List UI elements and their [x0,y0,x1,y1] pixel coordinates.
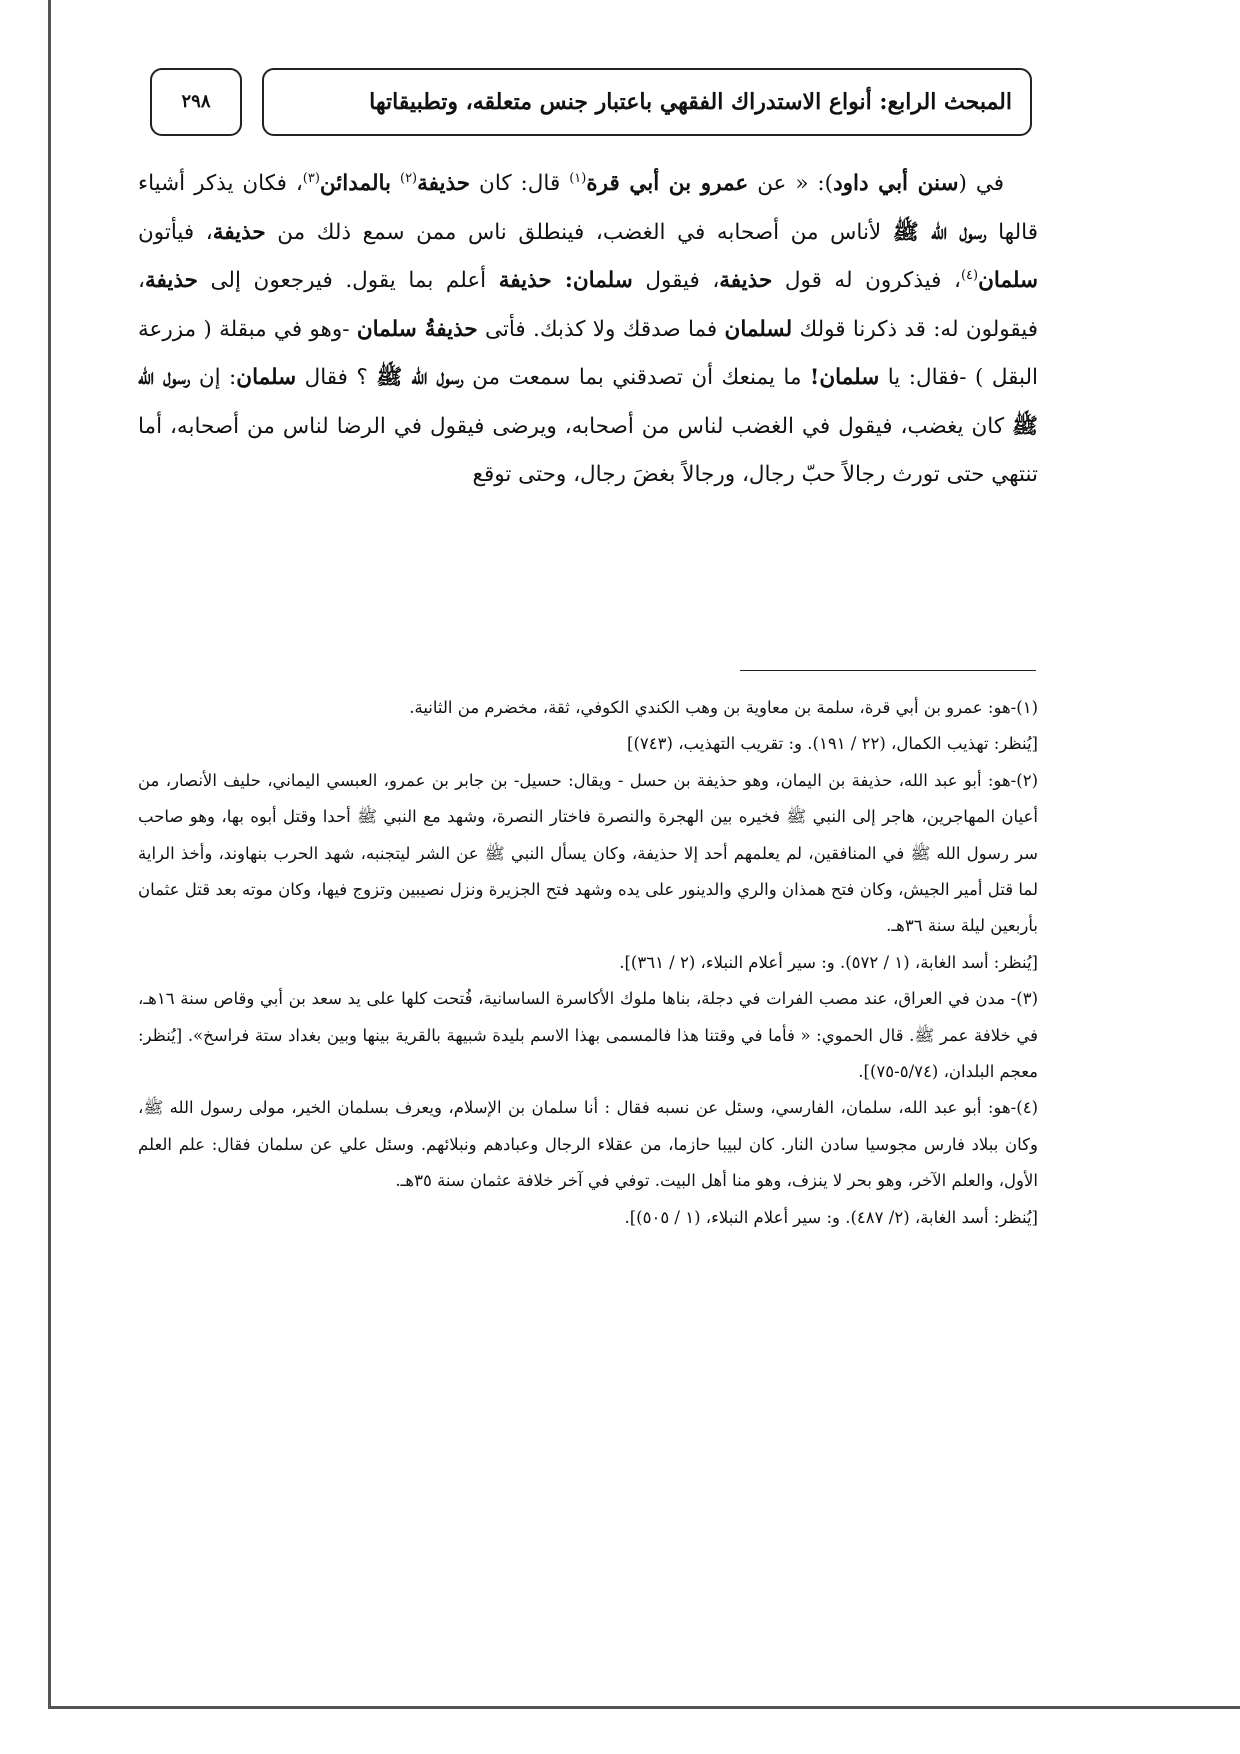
name-salman: سلمان! [809,365,880,390]
footnote-ref-1: (١) [569,170,587,186]
name-salman: سلمان [572,268,633,293]
text-run: ، فيأتون [138,219,213,245]
footnote-1-source: [يُنظر: تهذيب الكمال، (٢٢ / ١٩١). و: تقريب التهذيب، (٧٤٣)] [627,734,1038,754]
footnote-separator [740,670,1036,671]
name-rasul: رسول الله ﷺ [138,365,1038,439]
narrator-name: عمرو بن أبي قرة [586,171,749,196]
name-hudhayfa: حذيفة [212,219,266,245]
text-run: ): « عن [748,171,834,196]
page-frame-left [48,0,51,1709]
text-run: فما صدقك ولا كذبك. فأتى [477,316,725,342]
text-run: ما يمنعك أن تصدقني بما سمعت من [463,365,810,390]
name-rasul: رسول الله ﷺ [892,219,987,245]
text-run: ، فيقولون له: قد ذكرنا قولك [138,268,1039,342]
text-run: ، فيذكرون له قول [772,268,961,293]
main-text [138,160,1038,500]
running-header-title: المبحث الرابع: أنواع الاستدراك الفقهي باعتبار جنس متعلقه، وتطبيقاتها [262,68,1032,136]
text-run: : إن [190,365,237,390]
text-run: ، فكان يذكر أشياء قالها [138,171,1038,245]
place-madain: بالمدائن [319,171,392,196]
name-hudhayfa: حذيفة [498,268,552,293]
footnotes [138,690,1038,1236]
page-number: ٢٩٨ [150,68,242,136]
book-title: سنن أبي داود [833,171,959,196]
text-run: -وهو في مبقلة ( مزرعة البقل ) -فقال: يا [138,316,1038,390]
footnote-3: (٣)- مدن في العراق، عند مصب الفرات في دجلة، بناها ملوك الأكاسرة الساسانية، فُتحت كلها على يد سعد بن أبي وقاص سنة ١٦هـ، في خلافة عمر ﷺ. قال الحموي: « فأما في وقتنا هذا فالمسمى بهذا الاسم بليدة شبيهة بالقرية بينها وبين بغداد ستة فراسخ». [يُنظر: معجم البلدان، (٥/٧٤-٧٥)]. [138,989,1038,1082]
name-hudhayfa: حذيفة [144,268,198,293]
name-salman: سلمان [236,365,297,390]
footnote-ref-2: (٢) [399,170,418,186]
footnote-1: (١)-هو: عمرو بن أبي قرة، سلمة بن معاوية بن وهب الكندي الكوفي، ثقة، مخضرم من الثانية. [409,698,1038,717]
name-hudhayfa: حذيفة [417,171,471,196]
name-salman: سلمان [978,268,1039,293]
name-rasul: رسول الله ﷺ [376,365,464,390]
page-frame-bottom [48,1706,1240,1709]
text-run: في ( [958,171,1005,196]
text-run: كان يغضب، فيقول في الغضب لناس من أصحابه، ويرضى فيقول في الرضا لناس من أصحابه، أما تنتهي حتى تورث رجالاً حبّ رجال، ورجالاً بغضَ رجال، وحتى توقع [138,413,1038,487]
name-hudhayfa: حذيفة [719,268,773,293]
text-run: أعلم بما يقول. فيرجعون إلى [197,268,499,293]
name-lisalman: لسلمان [724,316,793,342]
footnote-2-source: [يُنظر: أسد الغابة، (١ / ٥٧٢). و: سير أعلام النبلاء، (٢ / ٣٦١)]. [619,952,1038,972]
text-run [391,171,400,196]
text-run: : [551,268,573,293]
name-hudhayfa-salman: حذيفةُ سلمان [356,316,478,342]
text-run: ؟ فقال [296,365,377,390]
footnote-4: (٤)-هو: أبو عبد الله، سلمان، الفارسي، وسئل عن نسبه فقال : أنا سلمان بن الإسلام، ويعرف بسلمان الخير، مولى رسول الله ﷺ، وكان ببلاد فارس مجوسيا سادن النار. كان لبيبا حازما، من عقلاء الرجال وعبادهم ونبلائهم. وسئل علي عن سلمان فقال: علم العلم الأول، والعلم الآخر، وهو بحر لا ينزف، وهو منا أهل البيت. توفي في آخر خلافة عثمان سنة ٣٥هـ. [138,1098,1038,1191]
hadith-paragraph [138,160,1038,500]
text-run: لأناس من أصحابه في الغضب، فينطلق ناس ممن سمع ذلك من [265,219,893,245]
footnote-2: (٢)-هو: أبو عبد الله، حذيفة بن اليمان، وهو حذيفة بن حسل - ويقال: حسيل- بن جابر بن عمرو، العبسي اليماني، حليف الأنصار، من أعيان المهاجرين، هاجر إلى النبي ﷺ فخيره بين الهجرة والنصرة فاختار النصرة، وشهد مع النبي ﷺ أحدا وقتل أبوه بها، وهو صاحب سر رسول الله ﷺ في المنافقين، لم يعلمهم أحد إلا حذيفة، وكان يسأل النبي ﷺ عن الشر ليتجنبه، شهد الحرب بنهاوند، وأخذ الراية لما قتل أمير الجيش، وكان فتح همذان والري والدينور على يده وشهد فتح الجزيرة ونزل نصيبين وتزوج فيها، وكان موته بعد قتل عثمان بأربعين ليلة سنة ٣٦هـ. [138,770,1038,936]
text-run: ، فيقول [632,268,720,293]
footnote-ref-3: (٣) [302,170,320,186]
text-run: قال: كان [470,171,570,196]
footnote-ref-4: (٤) [960,267,979,283]
footnote-4-source: [يُنظر: أسد الغابة، (٢/ ٤٨٧). و: سير أعلام النبلاء، (١ / ٥٠٥)]. [624,1207,1038,1227]
